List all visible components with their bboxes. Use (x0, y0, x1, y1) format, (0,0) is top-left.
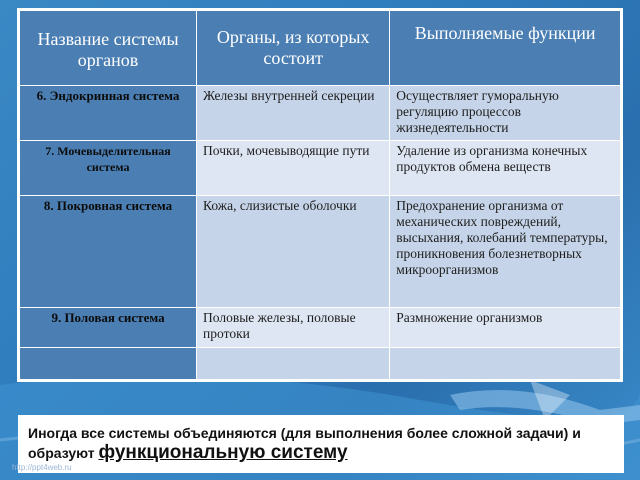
row-organs-cell: Кожа, слизистые оболочки (197, 196, 390, 308)
row-organs-cell: Железы внутренней секреции (197, 86, 390, 141)
row-system-cell: 7. Мочевыделительная система (20, 141, 197, 196)
row-system-cell: 9. Половая система (20, 308, 197, 348)
organ-systems-table-wrapper (17, 8, 623, 382)
table-row-empty (20, 348, 621, 380)
row-organs-cell: Почки, мочевыводящие пути (197, 141, 390, 196)
row-functions-cell: Размножение организмов (390, 308, 621, 348)
row-system-cell: 8. Покровная система (20, 196, 197, 308)
footer-emphasis: функциональную систему (98, 442, 348, 463)
watermark-text: http://ppt4web.ru (12, 463, 72, 472)
organ-systems-table (19, 10, 621, 380)
row-functions-cell: Удаление из организма конечных продуктов обмена веществ (390, 141, 621, 196)
header-functions: Выполняемые функции (390, 11, 621, 86)
header-organs: Органы, из которых состоит (197, 11, 390, 86)
table-row (20, 196, 621, 308)
row-functions-cell: Осуществляет гуморальную регуляцию процессов жизнедеятельности (390, 86, 621, 141)
row-system-cell (20, 348, 197, 380)
row-organs-cell: Половые железы, половые протоки (197, 308, 390, 348)
row-organs-cell (197, 348, 390, 380)
header-system-name: Название системы органов (20, 11, 197, 86)
footer-note (18, 415, 624, 473)
row-system-cell: 6. Эндокринная система (20, 86, 197, 141)
table-row (20, 308, 621, 348)
row-functions-cell: Предохранение организма от механических повреждений, высыхания, колебаний температуры, проникновения болезнетворных микроорганизмов (390, 196, 621, 308)
row-functions-cell (390, 348, 621, 380)
table-header-row (20, 11, 621, 86)
footer-text: Иногда все системы объединяются (для выполнения более сложной задачи) и образуют (28, 425, 581, 461)
table-row (20, 86, 621, 141)
table-row (20, 141, 621, 196)
